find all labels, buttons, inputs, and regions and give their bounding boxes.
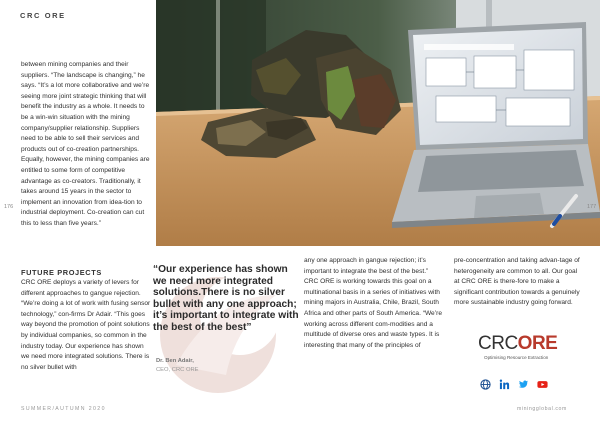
body-text-left-bottom: CRC ORE deploys a variety of levers for different approaches to gangue rejection. “We’re doing a lot of work with fusing sensor technology,” con-firms Dr Adair. “This goes way beyond the promotion of point solutions by individual companies, so common in the industry today. Our experience has shown we need more integrated solutions. There is no silver bullet with xyxy=(21,279,151,371)
body-text-right: pre-concentration and taking advan-tage of heterogeneity are common to all. Our goal at CRC ORE is there-fore to make a significant contribution towards a genuinely more sustainable industry going forward. xyxy=(454,257,580,307)
page-number-left: 176 xyxy=(4,204,14,210)
footer-issue: SUMMER/AUTUMN 2020 xyxy=(21,406,106,412)
quote-attribution-name: Dr. Ben Adair, xyxy=(156,358,194,364)
logo-crc-text: CRC xyxy=(478,333,518,354)
logo-tagline: Optimising Resource Extraction xyxy=(484,355,549,360)
feature-photo xyxy=(156,0,600,246)
logo-ore-text: ORE xyxy=(517,333,558,354)
page-number-right: 177 xyxy=(587,204,597,210)
twitter-icon[interactable] xyxy=(518,379,529,390)
brand-name: CRC ORE xyxy=(20,11,66,20)
footer-website[interactable]: miningglobal.com xyxy=(517,406,567,412)
linkedin-icon[interactable] xyxy=(499,379,510,390)
body-text-left-top: between mining companies and their suppliers. “The landscape is changing,” he says. “It’s a lot more collaborative and we’re seeing more joint strategic thinking that will benefit the industry as a whole. It needs to be a win-win situation with the mining company/supplier relationship. Suppliers need to be able to sell their services and products out of co-creation partnerships. Equally, however, the mining companies are entitled to some form of competitive advantage as co-creators. Traditionally, it takes around 15 years in the sector to implement an innovation from idea-tion to industrial deployment. Co-creation can cut this to less than five years.” xyxy=(21,61,150,227)
globe-icon[interactable] xyxy=(480,379,491,390)
quote-attribution-title: CEO, CRC ORE xyxy=(156,367,199,373)
crc-ore-logo[interactable] xyxy=(478,334,568,364)
youtube-icon[interactable] xyxy=(537,379,548,390)
social-links xyxy=(480,379,548,390)
body-text-middle: any one approach in gangue rejection; it’s important to integrate the best of the best.” CRC ORE is working towards this goal on a multinational basis in a series of initiatives with mining majors in Australia, Chile, Brazil, South Africa and other parts of South America. “We’re working across different com-modities and a multitude of diverse ores and waste types. It is interesting that many of the principles of xyxy=(304,257,443,349)
section-heading: FUTURE PROJECTS xyxy=(21,268,102,277)
pull-quote: “Our experience has shown we need more integrated solutions.There is no silver bullet with any one approach; it’s important to integrate with the best of the best” xyxy=(153,264,299,333)
